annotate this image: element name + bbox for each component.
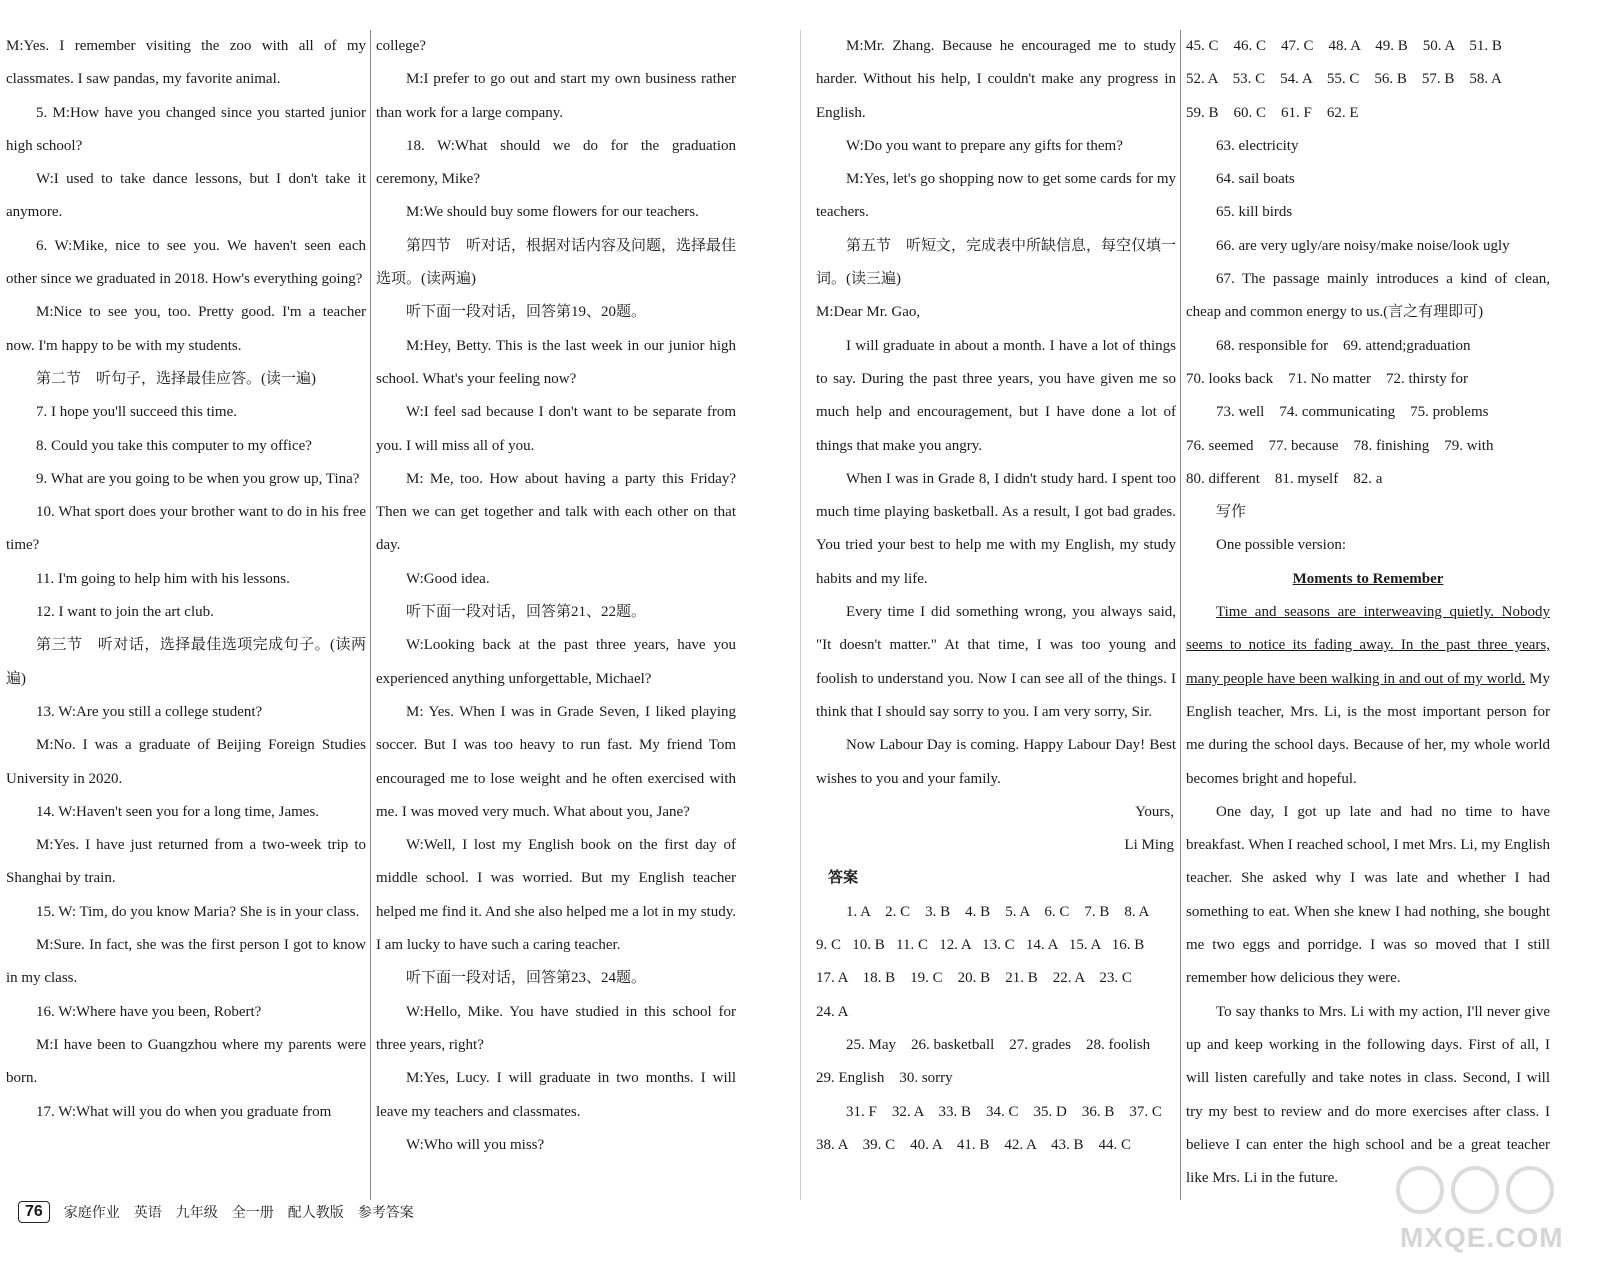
answer-row: 9. C 10. B 11. C 12. A 13. C 14. A 15. A 16. B (816, 937, 1145, 954)
section-heading: 第三节 听对话，选择最佳选项完成句子。(读两遍) (6, 637, 366, 687)
section-heading: 第四节 听对话，根据对话内容及问题，选择最佳选项。(读两遍) (376, 237, 737, 288)
column-divider (1180, 30, 1181, 1200)
letter-paragraph: Every time I did something wrong, you always said, "It doesn't matter." At that time, I was too young and foolish to understand you. Now I can see all of the things. I think that I should say sorry to you. I am very sorry, Sir. (816, 604, 1176, 720)
essay-sentence: My English teacher, Mrs. Li, is the most important person for me during the school days. Because of her, my whole world becomes bright and hopeful. (1186, 670, 1550, 787)
dialogue-line: 15. W: Tim, do you know Maria? She is in your class. (36, 903, 360, 920)
instruction-line: 听下面一段对话，回答第19、20题。 (406, 304, 647, 321)
dialogue-line: 18. W:What should we do for the graduation ceremony, Mike? (376, 137, 736, 188)
watermark-logo (1380, 1160, 1580, 1260)
dialogue-line: M:Yes. I have just returned from a two-week trip to Shanghai by train. (6, 837, 366, 887)
answer-row: 38. A 39. C 40. A 41. B 42. A 43. B 44. C (816, 1136, 1132, 1153)
letter-signature: Li Ming (1124, 837, 1174, 854)
question-line: 8. Could you take this computer to my office? (36, 437, 312, 454)
section-heading: 第二节 听句子，选择最佳应答。(读一遍) (36, 370, 316, 387)
dialogue-line: W:Who will you miss? (406, 1136, 545, 1153)
dialogue-line: 17. W:What will you do when you graduate from (36, 1103, 332, 1120)
dialogue-line: M:Yes. I remember visiting the zoo with all of my classmates. I saw pandas, my favorite animal. (6, 38, 366, 88)
dialogue-line: 14. W:Haven't seen you for a long time, James. (36, 803, 320, 820)
answer-row: 1. A 2. C 3. B 4. B 5. A 6. C 7. B 8. A (846, 903, 1150, 920)
question-line: 12. I want to join the art club. (36, 604, 214, 621)
version-label: One possible version: (1216, 537, 1346, 554)
essay-title: Moments to Remember (1292, 570, 1444, 587)
question-line: 7. I hope you'll succeed this time. (36, 404, 237, 421)
dialogue-line: M:Mr. Zhang. Because he encouraged me to study harder. Without his help, I couldn't make any progress in English. (816, 38, 1176, 121)
answer-row: 45. C 46. C 47. C 48. A 49. B 50. A 51. B (1186, 38, 1502, 54)
dialogue-line: M: Yes. When I was in Grade Seven, I liked playing soccer. But I was too heavy to run fast. My friend Tom encouraged me to lose weight and he often exercised with me. I was moved very much. What about you, Jane? (376, 703, 736, 820)
answer-row: 73. well 74. communicating 75. problems (1216, 404, 1489, 421)
dialogue-line: M:Sure. In fact, she was the first person I got to know in my class. (6, 937, 366, 987)
answer-row: 70. looks back 71. No matter 72. thirsty for (1186, 370, 1469, 387)
dialogue-line: college? (376, 38, 426, 54)
answer-row: 31. F 32. A 33. B 34. C 35. D 36. B 37. C (846, 1103, 1162, 1120)
essay-paragraph: To say thanks to Mrs. Li with my action, I'll never give up and keep working in the following days. First of all, I will listen carefully and take notes in class. Second, I will try my best to review and do more exercises after class. I believe I can enter the high school and be a great teacher like Mrs. Li in the future. (1186, 1003, 1550, 1187)
dialogue-line: M: Me, too. How about having a party this Friday? Then we can get together and talk with each other on that day. (376, 470, 736, 554)
dialogue-line: W:I used to take dance lessons, but I don't take it anymore. (6, 171, 366, 221)
answer-row: 17. A 18. B 19. C 20. B 21. B 22. A 23. C (816, 970, 1132, 987)
letter-greeting: M:Dear Mr. Gao, (816, 304, 921, 321)
answer-row: 65. kill birds (1216, 204, 1293, 221)
answer-row: 64. sail boats (1216, 171, 1295, 188)
answer-row: 52. A 53. C 54. A 55. C 56. B 57. B 58. A (1186, 71, 1502, 88)
dialogue-line: M:Hey, Betty. This is the last week in our junior high school. What's your feeling now? (376, 337, 736, 387)
dialogue-line: 13. W:Are you still a college student? (36, 703, 263, 720)
answer-row: 59. B 60. C 61. F 62. E (1186, 104, 1359, 121)
dialogue-line: M:We should buy some flowers for our teachers. (406, 204, 699, 221)
answer-row: 68. responsible for 69. attend;graduation (1216, 337, 1471, 354)
answer-row: 63. electricity (1216, 137, 1299, 154)
dialogue-line: M:No. I was a graduate of Beijing Foreign Studies University in 2020. (6, 737, 366, 787)
letter-paragraph: Now Labour Day is coming. Happy Labour Day! Best wishes to you and your family. (816, 737, 1176, 787)
essay-paragraph: One day, I got up late and had no time to have breakfast. When I reached school, I met Mrs. Li, my English teacher. She asked why I was late and whether I had something to eat. When she knew I had nothing, she bought me two eggs and porridge. I was so moved that I still remember how delicious they were. (1186, 803, 1550, 987)
answer-row: 29. English 30. sorry (816, 1070, 953, 1087)
footer-text: 家庭作业 英语 九年级 全一册 配人教版 参考答案 (63, 1205, 414, 1221)
dialogue-line: 16. W:Where have you been, Robert? (36, 1003, 262, 1020)
column-1 (6, 30, 366, 1129)
dialogue-line: M:I prefer to go out and start my own business rather than work for a large company. (376, 71, 736, 121)
watermark-icon (1380, 1160, 1580, 1220)
essay-paragraph (1186, 596, 1550, 796)
answer-row: 76. seemed 77. because 78. finishing 79. with (1186, 437, 1494, 454)
letter-paragraph: I will graduate in about a month. I have a lot of things to say. During the past three years, you have given me so much help and encouragement, but I have done a lot of things that make you angry. (816, 337, 1176, 454)
dialogue-line: W:Good idea. (406, 570, 490, 587)
column-2 (376, 30, 736, 1162)
dialogue-line: M:Nice to see you, too. Pretty good. I'm a teacher now. I'm happy to be with my students. (6, 304, 366, 354)
dialogue-line: M:I have been to Guangzhou where my parents were born. (6, 1036, 366, 1087)
dialogue-line: W:I feel sad because I don't want to be separate from you. I will miss all of you. (376, 404, 736, 454)
letter-closing: Yours, (1135, 803, 1174, 820)
instruction-line: 听下面一段对话，回答第21、22题。 (406, 604, 647, 621)
page-gutter (800, 30, 801, 1200)
watermark-text: MXQE.COM (1400, 1222, 1564, 1253)
question-line: 11. I'm going to help him with his lessons. (36, 570, 290, 587)
answer-row: 25. May 26. basketball 27. grades 28. foolish (846, 1036, 1151, 1053)
instruction-line: 听下面一段对话，回答第23、24题。 (406, 970, 647, 987)
page-footer (18, 1200, 414, 1224)
writing-heading: 写作 (1216, 504, 1247, 521)
dialogue-line: W:Hello, Mike. You have studied in this school for three years, right? (376, 1003, 736, 1053)
column-3 (816, 30, 1176, 1162)
dialogue-line: 5. M:How have you changed since you started junior high school? (6, 104, 366, 154)
answer-row: 80. different 81. myself 82. a (1186, 470, 1383, 487)
question-line: 10. What sport does your brother want to do in his free time? (6, 504, 366, 554)
dialogue-line: W:Well, I lost my English book on the first day of middle school. I was worried. But my English teacher helped me find it. And she also helped me a lot in my study. I am lucky to have such a caring teacher. (376, 837, 736, 954)
underlined-sentence: Time and seasons are interweaving quietly. Nobody seems to notice its fading away. In the past three years, many people have been walking in and out of my world. (1186, 604, 1550, 687)
page-number: 76 (18, 1201, 50, 1223)
answer-row: 67. The passage mainly introduces a kind of clean, cheap and common energy to us.(言之有理即可) (1186, 271, 1550, 321)
answer-row: 66. are very ugly/are noisy/make noise/look ugly (1216, 237, 1510, 254)
dialogue-line: M:Yes, Lucy. I will graduate in two months. I will leave my teachers and classmates. (376, 1070, 736, 1120)
column-4 (1186, 30, 1550, 1195)
answers-heading: 答案 (828, 870, 859, 887)
dialogue-line: M:Yes, let's go shopping now to get some cards for my teachers. (816, 171, 1176, 221)
column-divider (370, 30, 371, 1200)
answer-row: 24. A (816, 1003, 849, 1020)
dialogue-line: W:Do you want to prepare any gifts for them? (846, 137, 1123, 154)
section-heading: 第五节 听短文，完成表中所缺信息，每空仅填一词。(读三遍) (816, 237, 1177, 288)
question-line: 9. What are you going to be when you grow up, Tina? (36, 470, 360, 487)
dialogue-line: 6. W:Mike, nice to see you. We haven't seen each other since we graduated in 2018. How's everything going? (6, 237, 366, 288)
letter-paragraph: When I was in Grade 8, I didn't study hard. I spent too much time playing basketball. As a result, I got bad grades. You tried your best to help me with my English, my study habits and my life. (816, 470, 1176, 587)
dialogue-line: W:Looking back at the past three years, have you experienced anything unforgettable, Michael? (376, 637, 736, 687)
